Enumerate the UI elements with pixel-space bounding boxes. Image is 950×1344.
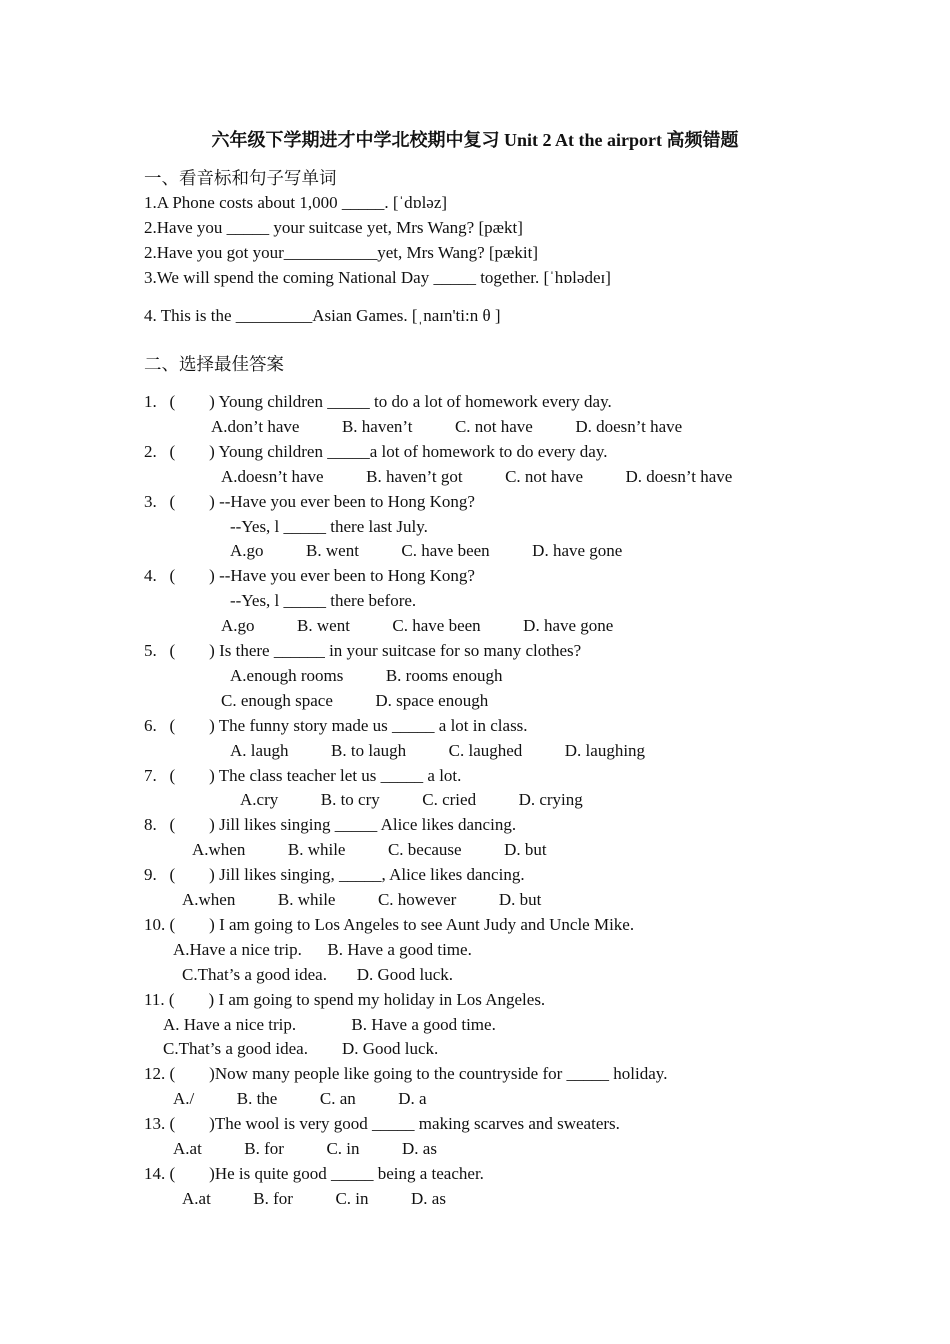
- question-line: 6. ( ) The funny story made us _____ a lot in class.: [144, 715, 528, 735]
- question-line: 14. ( )He is quite good _____ being a teacher.: [144, 1163, 484, 1183]
- question-line: 9. ( ) Jill likes singing, _____, Alice likes dancing.: [144, 865, 525, 885]
- question-line: 7. ( ) The class teacher let us _____ a lot.: [144, 765, 462, 785]
- fill-item: 3.We will spend the coming National Day _____ together. [ˈhɒlədeɪ]: [144, 268, 611, 287]
- question-line: 5. ( ) Is there ______ in your suitcase for so many clothes?: [144, 641, 582, 660]
- section-2-heading: 二、选择最佳答案: [144, 354, 284, 374]
- option-line: A. laugh B. to laugh C. laughed D. laughing: [230, 740, 646, 760]
- option-line: A.at B. for C. in D. as: [182, 1188, 446, 1208]
- option-line: C. enough space D. space enough: [221, 690, 489, 710]
- question-line: 4. ( ) --Have you ever been to Hong Kong?: [144, 566, 475, 586]
- question-line: 8. ( ) Jill likes singing _____ Alice likes dancing.: [144, 815, 517, 835]
- fill-item: 4. This is the _________Asian Games. [ˌnaɪn'ti:n θ ]: [144, 306, 501, 325]
- fill-item: 2.Have you got your___________yet, Mrs Wang? [pækit]: [144, 243, 538, 262]
- option-line: A.doesn’t have B. haven’t got C. not have D. doesn’t have: [221, 466, 733, 486]
- option-line: C.That’s a good idea. D. Good luck.: [163, 1039, 439, 1059]
- question-line: 10. ( ) I am going to Los Angeles to see Aunt Judy and Uncle Mike.: [144, 914, 635, 934]
- question-line: 12. ( )Now many people like going to the countryside for _____ holiday.: [144, 1064, 668, 1084]
- option-line: A.when B. while C. however D. but: [182, 890, 542, 909]
- option-line: --Yes, l _____ there last July.: [230, 516, 428, 536]
- option-line: A.enough rooms B. rooms enough: [230, 665, 503, 685]
- fill-item: 1.A Phone costs about 1,000 _____. [ˈdɒləz]: [144, 193, 448, 212]
- question-line: 2. ( ) Young children _____a lot of homework to do every day.: [144, 441, 608, 461]
- option-line: C.That’s a good idea. D. Good luck.: [182, 964, 454, 984]
- option-line: A.cry B. to cry C. cried D. crying: [240, 790, 583, 810]
- option-line: A./ B. the C. an D. a: [173, 1089, 427, 1109]
- option-line: A.when B. while C. because D. but: [192, 840, 547, 860]
- option-line: A. Have a nice trip. B. Have a good time.: [163, 1014, 496, 1034]
- fill-item: 2.Have you _____ your suitcase yet, Mrs Wang? [pækt]: [144, 218, 523, 237]
- page-title: 六年级下学期进才中学北校期中复习 Unit 2 At the airport 高频错题: [211, 130, 739, 150]
- question-line: 1. ( ) Young children _____ to do a lot of homework every day.: [144, 392, 612, 411]
- option-line: A.Have a nice trip. B. Have a good time.: [173, 939, 472, 959]
- section-1-heading: 一、看音标和句子写单词: [144, 168, 337, 188]
- question-line: 3. ( ) --Have you ever been to Hong Kong?: [144, 491, 475, 511]
- question-line: 11. ( ) I am going to spend my holiday in Los Angeles.: [144, 989, 546, 1009]
- option-line: A.go B. went C. have been D. have gone: [230, 541, 623, 561]
- option-line: --Yes, l _____ there before.: [230, 591, 417, 611]
- option-line: A.at B. for C. in D. as: [173, 1139, 437, 1158]
- option-line: A.go B. went C. have been D. have gone: [221, 616, 614, 636]
- option-line: A.don’t have B. haven’t C. not have D. doesn’t have: [211, 416, 683, 436]
- question-line: 13. ( )The wool is very good _____ making scarves and sweaters.: [144, 1114, 620, 1134]
